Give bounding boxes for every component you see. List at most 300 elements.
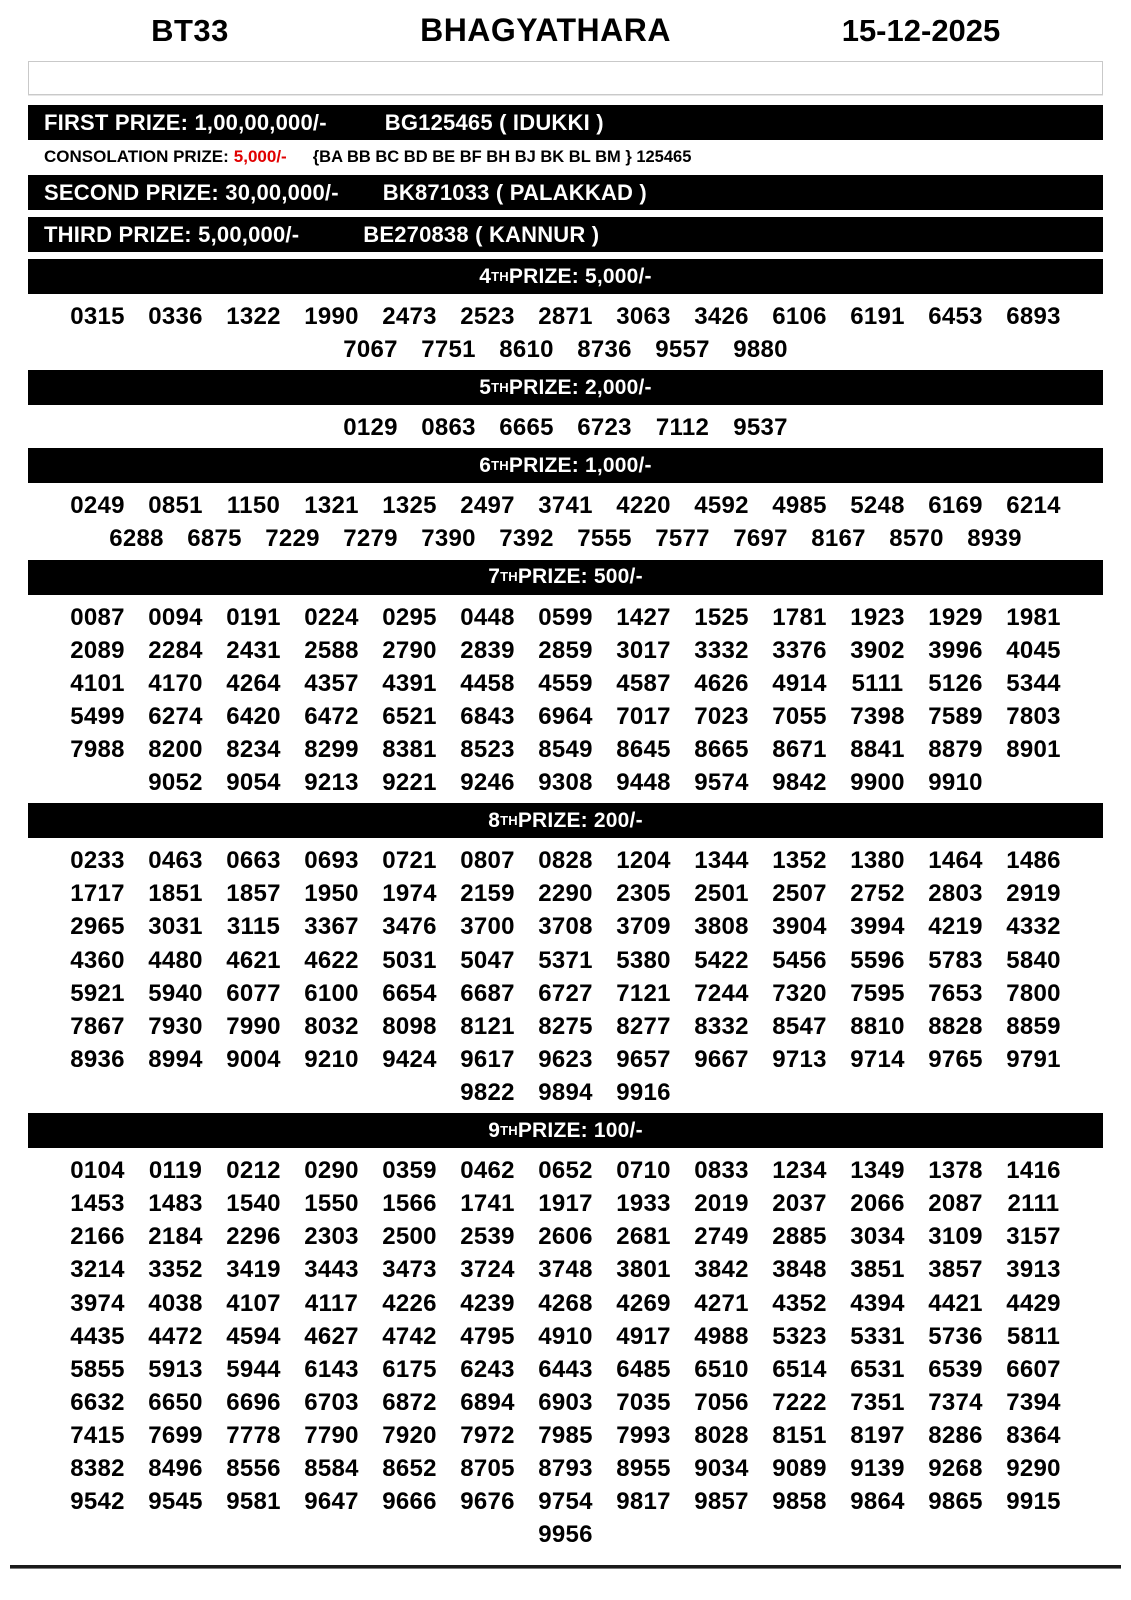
prize-number: 1234 (772, 1157, 827, 1185)
prize-number: 7653 (928, 979, 983, 1007)
prize-number: 2681 (616, 1223, 671, 1251)
prize-number: 4472 (148, 1322, 203, 1350)
prize-number: 4458 (460, 669, 515, 697)
eighth-prize-heading: 8 TH PRIZE: 200/- (28, 803, 1103, 838)
prize-number: 9557 (655, 336, 710, 364)
prize-number: 5783 (928, 946, 983, 974)
fifth-prize-numbers (28, 405, 1103, 448)
prize-number: 5344 (1006, 669, 1061, 697)
prize-number: 7790 (304, 1421, 359, 1449)
prize-number: 9666 (382, 1488, 437, 1516)
prize-number: 5596 (850, 946, 905, 974)
prize-number: 1929 (928, 603, 983, 631)
prize-number: 2296 (226, 1223, 281, 1251)
prize-number: 7392 (499, 525, 554, 553)
lottery-name: BHAGYATHARA (420, 12, 671, 48)
prize-number: 7244 (694, 979, 749, 1007)
prize-number: 4914 (772, 669, 827, 697)
prize-number: 9676 (460, 1488, 515, 1516)
prize-number: 2303 (304, 1223, 359, 1251)
prize-number: 8382 (70, 1455, 125, 1483)
prize-number: 3109 (928, 1223, 983, 1251)
prize-number: 3994 (850, 913, 905, 941)
prize-number: 1322 (226, 303, 281, 330)
prize-number: 3842 (694, 1256, 749, 1284)
prize-number: 7112 (655, 414, 710, 442)
prize-number: 1427 (616, 603, 671, 631)
prize-number: 1150 (226, 492, 281, 520)
prize-number: 2305 (616, 880, 671, 908)
prize-number: 9210 (304, 1045, 359, 1073)
prize-number: 8994 (148, 1045, 203, 1073)
prize-number: 9647 (304, 1488, 359, 1516)
prize-number: 8901 (1006, 735, 1061, 763)
prize-number: 7394 (1006, 1388, 1061, 1416)
seventh-prize-amount: PRIZE: 500/- (517, 565, 643, 589)
prize-number: 9623 (538, 1045, 593, 1073)
prize-number: 5855 (70, 1355, 125, 1383)
prize-number: 2803 (928, 880, 983, 908)
prize-number: 4626 (694, 669, 749, 697)
prize-number: 7415 (70, 1421, 125, 1449)
prize-number: 0693 (304, 847, 359, 875)
prize-number: 4429 (1006, 1289, 1061, 1317)
prize-number: 1917 (538, 1190, 593, 1218)
prize-number: 5940 (148, 979, 203, 1007)
number-row (28, 1187, 1103, 1220)
prize-number: 6654 (382, 979, 437, 1007)
prize-number: 2066 (850, 1190, 905, 1218)
prize-number: 4038 (148, 1289, 203, 1317)
prize-number: 8286 (928, 1421, 983, 1449)
number-row (28, 910, 1103, 943)
prize-number: 1378 (928, 1157, 983, 1185)
prize-number: 3709 (616, 913, 671, 941)
prize-number: 3848 (772, 1256, 827, 1284)
prize-number: 2752 (850, 880, 905, 908)
prize-number: 9545 (148, 1488, 203, 1516)
fourth-prize-ordinal: 4 (479, 264, 492, 288)
sixth-prize-amount: PRIZE: 1,000/- (508, 453, 652, 477)
prize-number: 1204 (616, 847, 671, 875)
prize-number: 0315 (70, 303, 125, 330)
prize-number: 1352 (772, 847, 827, 875)
prize-number: 7985 (538, 1421, 593, 1449)
fourth-prize-numbers (28, 294, 1103, 370)
prize-number: 7867 (70, 1012, 125, 1040)
prize-number: 1483 (148, 1190, 203, 1218)
prize-number: 5811 (1006, 1322, 1061, 1350)
prize-number: 3974 (70, 1289, 125, 1317)
prize-number: 9765 (928, 1045, 983, 1073)
prize-number: 8859 (1006, 1012, 1061, 1040)
prize-number: 2473 (382, 303, 437, 330)
prize-number: 9754 (538, 1488, 593, 1516)
prize-number: 7803 (1006, 702, 1061, 730)
prize-number: 7800 (1006, 979, 1061, 1007)
prize-number: 9956 (538, 1521, 593, 1549)
ninth-prize-amount: PRIZE: 100/- (517, 1118, 643, 1142)
eighth-prize-amount: PRIZE: 200/- (517, 808, 643, 832)
prize-number: 3476 (382, 913, 437, 941)
prize-number: 2539 (460, 1223, 515, 1251)
prize-number: 4219 (928, 913, 983, 941)
prize-number: 2965 (70, 913, 125, 941)
number-row (28, 1043, 1103, 1076)
prize-number: 6964 (538, 702, 593, 730)
prize-number: 0721 (382, 847, 437, 875)
prize-number: 1321 (304, 492, 359, 520)
prize-number: 8556 (226, 1455, 281, 1483)
prize-number: 5047 (460, 946, 515, 974)
prize-number: 7390 (421, 525, 476, 553)
prize-number: 7699 (148, 1421, 203, 1449)
prize-number: 9034 (694, 1455, 749, 1483)
prize-number: 0295 (382, 603, 437, 631)
prize-number: 4592 (694, 492, 749, 520)
prize-number: 7577 (655, 525, 710, 553)
prize-number: 1741 (460, 1190, 515, 1218)
lottery-code: BT33 (151, 13, 229, 48)
prize-number: 6100 (304, 979, 359, 1007)
prize-number: 6191 (850, 303, 905, 330)
prize-number: 0663 (226, 847, 281, 875)
number-row (28, 877, 1103, 910)
prize-number: 2087 (928, 1190, 983, 1218)
number-row (28, 667, 1103, 700)
empty-text-box[interactable] (28, 61, 1103, 95)
prize-number: 6903 (538, 1388, 593, 1416)
prize-number: 4268 (538, 1289, 593, 1317)
prize-number: 2790 (382, 636, 437, 664)
prize-number: 7555 (577, 525, 632, 553)
prize-number: 7017 (616, 702, 671, 730)
prize-number: 1717 (70, 880, 125, 908)
prize-number: 6843 (460, 702, 515, 730)
prize-number: 8332 (694, 1012, 749, 1040)
prize-number: 0807 (460, 847, 515, 875)
prize-number: 1349 (850, 1157, 905, 1185)
prize-number: 7920 (382, 1421, 437, 1449)
prize-number: 1950 (304, 880, 359, 908)
prize-number: 4917 (616, 1322, 671, 1350)
prize-number: 4239 (460, 1289, 515, 1317)
prize-number: 0129 (343, 414, 398, 442)
sixth-prize-heading: 6 TH PRIZE: 1,000/- (28, 448, 1103, 483)
prize-number: 6607 (1006, 1355, 1061, 1383)
prize-number: 7589 (928, 702, 983, 730)
prize-number: 3913 (1006, 1256, 1061, 1284)
prize-number: 8032 (304, 1012, 359, 1040)
prize-number: 5371 (538, 946, 593, 974)
prize-number: 4910 (538, 1322, 593, 1350)
prize-number: 9617 (460, 1045, 515, 1073)
prize-number: 9052 (148, 769, 203, 797)
prize-number: 2089 (70, 636, 125, 664)
number-row (28, 522, 1103, 555)
prize-number: 3857 (928, 1256, 983, 1284)
prize-number: 3473 (382, 1256, 437, 1284)
prize-number: 6687 (460, 979, 515, 1007)
prize-number: 2037 (772, 1190, 827, 1218)
consolation-series: {BA BB BC BD BE BF BH BJ BK BL BM } 125465 (312, 148, 692, 166)
prize-number: 8955 (616, 1455, 671, 1483)
prize-number: 4357 (304, 669, 359, 697)
prize-number: 9822 (460, 1078, 515, 1106)
prize-number: 2749 (694, 1223, 749, 1251)
prize-number: 1540 (226, 1190, 281, 1218)
prize-number: 5736 (928, 1322, 983, 1350)
prize-number: 3904 (772, 913, 827, 941)
prize-number: 8028 (694, 1421, 749, 1449)
prize-number: 7990 (226, 1012, 281, 1040)
prize-number: 3748 (538, 1256, 593, 1284)
prize-number: 8277 (616, 1012, 671, 1040)
prize-number: 0828 (538, 847, 593, 875)
prize-number: 4271 (694, 1289, 749, 1317)
consolation-amount: 5,000/- (233, 147, 287, 166)
prize-number: 1981 (1006, 603, 1061, 631)
prize-number: 8549 (538, 735, 593, 763)
prize-number: 8736 (577, 336, 632, 364)
prize-number: 8299 (304, 735, 359, 763)
prize-number: 8939 (967, 525, 1022, 553)
number-row (28, 1010, 1103, 1043)
fifth-prize-ordinal: 5 (479, 375, 492, 399)
prize-number: 7374 (928, 1388, 983, 1416)
prize-number: 5126 (928, 669, 983, 697)
prize-number: 0191 (226, 603, 281, 631)
number-row (28, 1419, 1103, 1452)
prize-number: 7121 (616, 979, 671, 1007)
prize-number: 4101 (70, 669, 125, 697)
prize-number: 7055 (772, 702, 827, 730)
prize-number: 9667 (694, 1045, 749, 1073)
prize-number: 0599 (538, 603, 593, 631)
prize-number: 9089 (772, 1455, 827, 1483)
prize-number: 5323 (772, 1322, 827, 1350)
prize-number: 5840 (1006, 946, 1061, 974)
prize-number: 4107 (226, 1289, 281, 1317)
prize-number: 0233 (70, 847, 125, 875)
prize-number: 2885 (772, 1223, 827, 1251)
prize-number: 5422 (694, 946, 749, 974)
prize-number: 8671 (772, 735, 827, 763)
prize-number: 4360 (70, 946, 125, 974)
prize-number: 8705 (460, 1455, 515, 1483)
prize-number: 3157 (1006, 1223, 1061, 1251)
prize-number: 1325 (382, 492, 437, 520)
prize-number: 3443 (304, 1256, 359, 1284)
prize-number: 4795 (460, 1322, 515, 1350)
third-prize-bar (28, 217, 1103, 252)
prize-number: 3902 (850, 636, 905, 664)
bottom-divider (10, 1565, 1121, 1569)
document-header (0, 0, 1131, 57)
prize-number: 7320 (772, 979, 827, 1007)
prize-number: 6169 (928, 492, 983, 520)
prize-number: 9713 (772, 1045, 827, 1073)
number-row (28, 411, 1103, 444)
prize-number: 5380 (616, 946, 671, 974)
prize-number: 0463 (148, 847, 203, 875)
prize-number: 8610 (499, 336, 554, 364)
number-row (28, 300, 1103, 333)
prize-number: 8828 (928, 1012, 983, 1040)
prize-number: 9858 (772, 1488, 827, 1516)
prize-number: 6143 (304, 1355, 359, 1383)
fifth-prize-heading: 5 TH PRIZE: 2,000/- (28, 370, 1103, 405)
prize-number: 9864 (850, 1488, 905, 1516)
prize-number: 6650 (148, 1388, 203, 1416)
prize-number: 8645 (616, 735, 671, 763)
prize-number: 9213 (304, 769, 359, 797)
second-prize-bar (28, 175, 1103, 210)
sixth-prize-ordinal: 6 (479, 453, 492, 477)
number-row (28, 1253, 1103, 1286)
prize-number: 1464 (928, 847, 983, 875)
prize-number: 8879 (928, 735, 983, 763)
prize-number: 0448 (460, 603, 515, 631)
prize-number: 5499 (70, 702, 125, 730)
first-prize-ticket: BG125465 ( IDUKKI ) (384, 109, 604, 135)
prize-number: 4622 (304, 946, 359, 974)
prize-number: 3419 (226, 1256, 281, 1284)
prize-number: 3214 (70, 1256, 125, 1284)
ninth-prize-heading: 9 TH PRIZE: 100/- (28, 1113, 1103, 1148)
prize-number: 4170 (148, 669, 203, 697)
prize-number: 8810 (850, 1012, 905, 1040)
prize-number: 6875 (187, 525, 242, 553)
spacer (0, 252, 1131, 259)
prize-number: 0359 (382, 1157, 437, 1185)
prize-number: 0851 (148, 492, 203, 520)
prize-number: 3115 (226, 913, 281, 941)
prize-number: 7023 (694, 702, 749, 730)
ninth-prize-numbers (28, 1148, 1103, 1555)
prize-number: 7751 (421, 336, 476, 364)
number-row (28, 1076, 1103, 1109)
prize-number: 3808 (694, 913, 749, 941)
prize-number: 5921 (70, 979, 125, 1007)
prize-number: 5331 (850, 1322, 905, 1350)
prize-number: 8570 (889, 525, 944, 553)
prize-number: 4559 (538, 669, 593, 697)
prize-number: 3708 (538, 913, 593, 941)
prize-number: 7035 (616, 1388, 671, 1416)
prize-number: 9221 (382, 769, 437, 797)
number-row (28, 1320, 1103, 1353)
prize-number: 3801 (616, 1256, 671, 1284)
prize-number: 9791 (1006, 1045, 1061, 1073)
prize-number: 1923 (850, 603, 905, 631)
prize-number: 0710 (616, 1157, 671, 1185)
prize-number: 4391 (382, 669, 437, 697)
prize-number: 2523 (460, 303, 515, 330)
prize-number: 4988 (694, 1322, 749, 1350)
prize-number: 2501 (694, 880, 749, 908)
prize-number: 6531 (850, 1355, 905, 1383)
first-prize-label: FIRST PRIZE: 1,00,00,000/- (44, 109, 327, 135)
sixth-prize-numbers (28, 483, 1103, 559)
number-row (28, 1353, 1103, 1386)
prize-number: 6894 (460, 1388, 515, 1416)
prize-number: 2500 (382, 1223, 437, 1251)
prize-number: 3426 (694, 303, 749, 330)
prize-number: 4220 (616, 492, 671, 520)
prize-number: 1380 (850, 847, 905, 875)
prize-number: 9857 (694, 1488, 749, 1516)
prize-number: 9865 (928, 1488, 983, 1516)
prize-number: 7778 (226, 1421, 281, 1449)
prize-number: 6243 (460, 1355, 515, 1383)
number-row (28, 733, 1103, 766)
seventh-prize-numbers (28, 595, 1103, 804)
prize-number: 3376 (772, 636, 827, 664)
prize-number: 1486 (1006, 847, 1061, 875)
prize-number: 3031 (148, 913, 203, 941)
prize-number: 4480 (148, 946, 203, 974)
prize-number: 8547 (772, 1012, 827, 1040)
prize-number: 2588 (304, 636, 359, 664)
prize-number: 9054 (226, 769, 281, 797)
prize-number: 2019 (694, 1190, 749, 1218)
prize-number: 1344 (694, 847, 749, 875)
consolation-prize-row (28, 147, 1103, 167)
prize-number: 0462 (460, 1157, 515, 1185)
prize-number: 8496 (148, 1455, 203, 1483)
prize-number: 8665 (694, 735, 749, 763)
prize-number: 6510 (694, 1355, 749, 1383)
prize-number: 8841 (850, 735, 905, 763)
prize-number: 4117 (304, 1289, 359, 1317)
prize-number: 1566 (382, 1190, 437, 1218)
first-prize-bar (28, 105, 1103, 140)
spacer (0, 210, 1131, 217)
prize-number: 6175 (382, 1355, 437, 1383)
prize-number: 3724 (460, 1256, 515, 1284)
prize-number: 2919 (1006, 880, 1061, 908)
prize-number: 2839 (460, 636, 515, 664)
number-row (28, 944, 1103, 977)
prize-number: 1781 (772, 603, 827, 631)
prize-number: 6723 (577, 414, 632, 442)
prize-number: 8936 (70, 1045, 125, 1073)
number-row (28, 1452, 1103, 1485)
prize-number: 8151 (772, 1421, 827, 1449)
prize-number: 6893 (1006, 303, 1061, 330)
prize-number: 2284 (148, 636, 203, 664)
prize-number: 2507 (772, 880, 827, 908)
ninth-prize-ordinal: 9 (488, 1118, 501, 1142)
prize-number: 7595 (850, 979, 905, 1007)
prize-number: 6472 (304, 702, 359, 730)
number-row (28, 1518, 1103, 1551)
prize-number: 9817 (616, 1488, 671, 1516)
prize-number: 6514 (772, 1355, 827, 1383)
prize-number: 5111 (851, 669, 904, 697)
number-row (28, 1287, 1103, 1320)
prize-number: 3034 (850, 1223, 905, 1251)
prize-number: 9842 (772, 769, 827, 797)
prize-number: 4621 (226, 946, 281, 974)
prize-number: 4435 (70, 1322, 125, 1350)
prize-number: 3352 (148, 1256, 203, 1284)
prize-number: 0119 (148, 1157, 203, 1185)
prize-number: 3741 (538, 492, 593, 520)
prize-number: 3851 (850, 1256, 905, 1284)
prize-number: 2290 (538, 880, 593, 908)
